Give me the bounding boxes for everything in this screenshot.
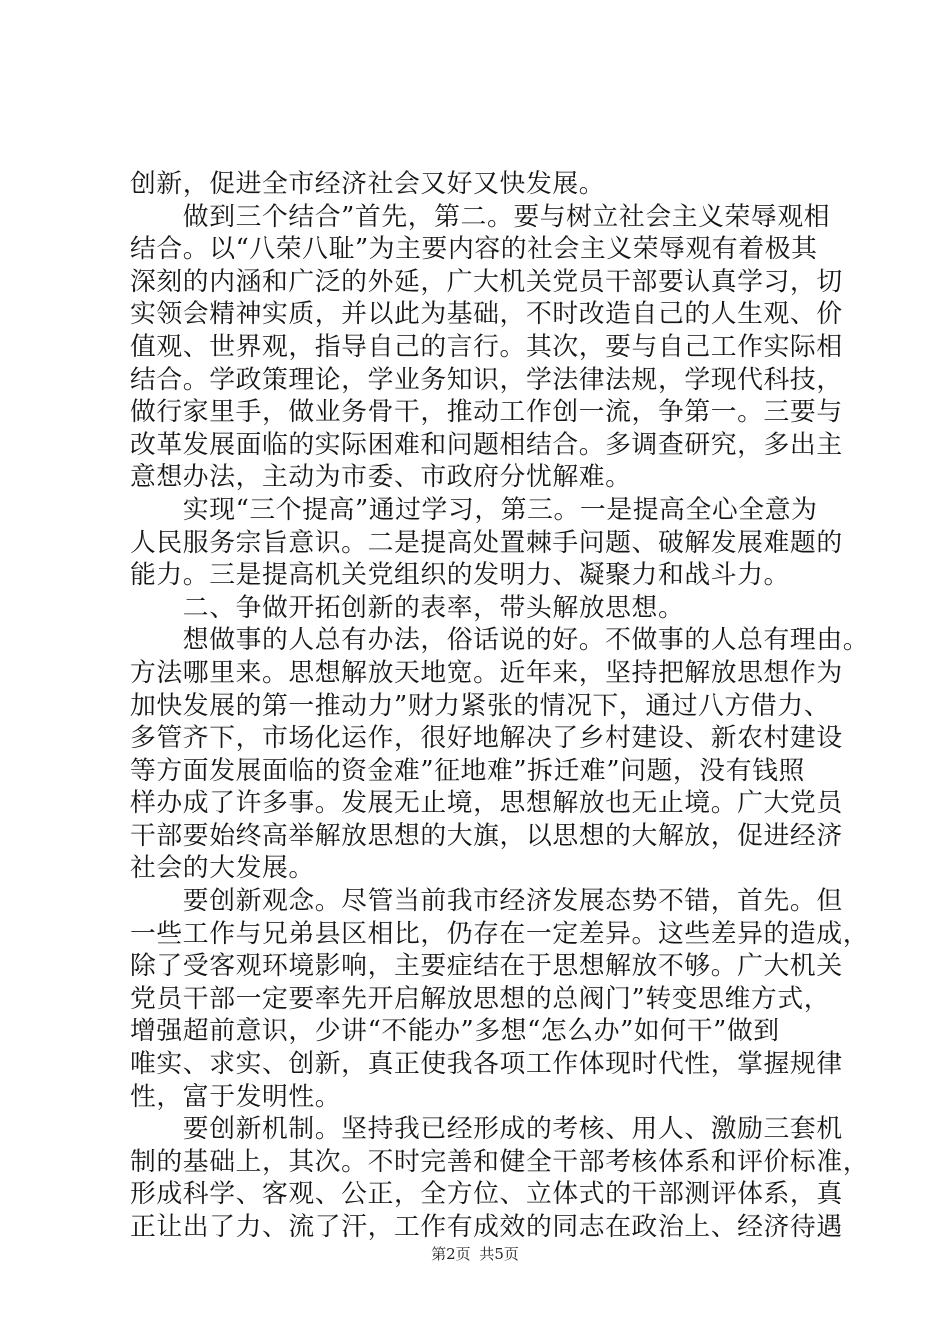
- text-line: 方法哪里来。思想解放天地宽。近年来，坚持把解放思想作为: [130, 657, 843, 688]
- page-total: 共5页: [479, 1245, 519, 1263]
- text-line: 实现“三个提高”通过学习，第三。一是提高全心全意为: [130, 494, 818, 525]
- text-line: 创新，促进全市经济社会又好又快发展。: [130, 169, 606, 199]
- text-line: 制的基础上，其次。不时完善和健全干部考核体系和评价标准，: [130, 1146, 870, 1177]
- text-line: 二、争做开拓创新的表率，带头解放思想。: [130, 592, 685, 623]
- page-number: 第2页: [431, 1245, 471, 1263]
- text-line: 多管齐下，市场化运作，很好地解决了乡村建设、新农村建设: [130, 723, 843, 754]
- text-line: 等方面发展面临的资金难”征地难”拆迁难”问题，没有钱照: [130, 755, 805, 786]
- text-line: 能力。三是提高机关党组织的发明力、凝聚力和战斗力。: [130, 560, 790, 591]
- text-line: 要创新观念。尽管当前我市经济发展态势不错，首先。但: [130, 886, 843, 917]
- text-line: 实领会精神实质，并以此为基础，不时改造自己的人生观、价: [130, 299, 843, 330]
- text-line: 结合。学政策理论，学业务知识，学法律法规，学现代科技，: [130, 364, 843, 395]
- text-line: 结合。以“八荣八耻”为主要内容的社会主义荣辱观有着极其: [130, 234, 818, 265]
- text-line: 要创新机制。坚持我已经形成的考核、用人、激励三套机: [130, 1114, 843, 1145]
- text-line: 意想办法，主动为市委、市政府分忧解难。: [130, 462, 632, 493]
- text-line: 值观、世界观，指导自己的言行。其次，要与自己工作实际相: [130, 331, 843, 362]
- text-line: 一些工作与兄弟县区相比，仍存在一定差异。这些差异的造成，: [130, 918, 870, 949]
- text-line: 性，富于发明性。: [130, 1081, 342, 1112]
- text-line: 做行家里手，做业务骨干，推动工作创一流，争第一。三要与: [130, 397, 843, 428]
- text-line: 深刻的内涵和广泛的外延，广大机关党员干部要认真学习，切: [130, 266, 843, 297]
- text-line: 形成科学、客观、公正，全方位、立体式的干部测评体系，真: [130, 1179, 843, 1210]
- text-line: 唯实、求实、创新，真正使我各项工作体现时代性，掌握规律: [130, 1049, 843, 1080]
- text-line: 加快发展的第一推动力”财力紧张的情况下，通过八方借力、: [130, 690, 831, 721]
- text-line: 增强超前意识，少讲“不能办”多想“怎么办”如何干”做到: [130, 1016, 780, 1047]
- text-line: 改革发展面临的实际困难和问题相结合。多调查研究，多出主: [130, 429, 843, 460]
- text-line: 样办成了许多事。发展无止境，思想解放也无止境。广大党员: [130, 788, 843, 819]
- text-line: 除了受客观环境影响，主要症结在于思想解放不够。广大机关: [130, 951, 843, 982]
- text-line: 人民服务宗旨意识。二是提高处置棘手问题、破解发展难题的: [130, 527, 843, 558]
- text-line: 做到三个结合”首先，第二。要与树立社会主义荣辱观相: [130, 201, 831, 232]
- text-line: 干部要始终高举解放思想的大旗，以思想的大解放，促进经济: [130, 820, 843, 851]
- document-body: [130, 168, 870, 1244]
- text-line: 社会的大发展。: [130, 853, 315, 884]
- page-footer: [0, 1243, 950, 1264]
- text-line: 想做事的人总有办法，俗话说的好。不做事的人总有理由。: [130, 625, 870, 656]
- text-line: 正让出了力、流了汗，工作有成效的同志在政治上、经济待遇: [130, 1212, 843, 1242]
- text-line: 党员干部一定要率先开启解放思想的总阀门”转变思维方式，: [130, 983, 831, 1014]
